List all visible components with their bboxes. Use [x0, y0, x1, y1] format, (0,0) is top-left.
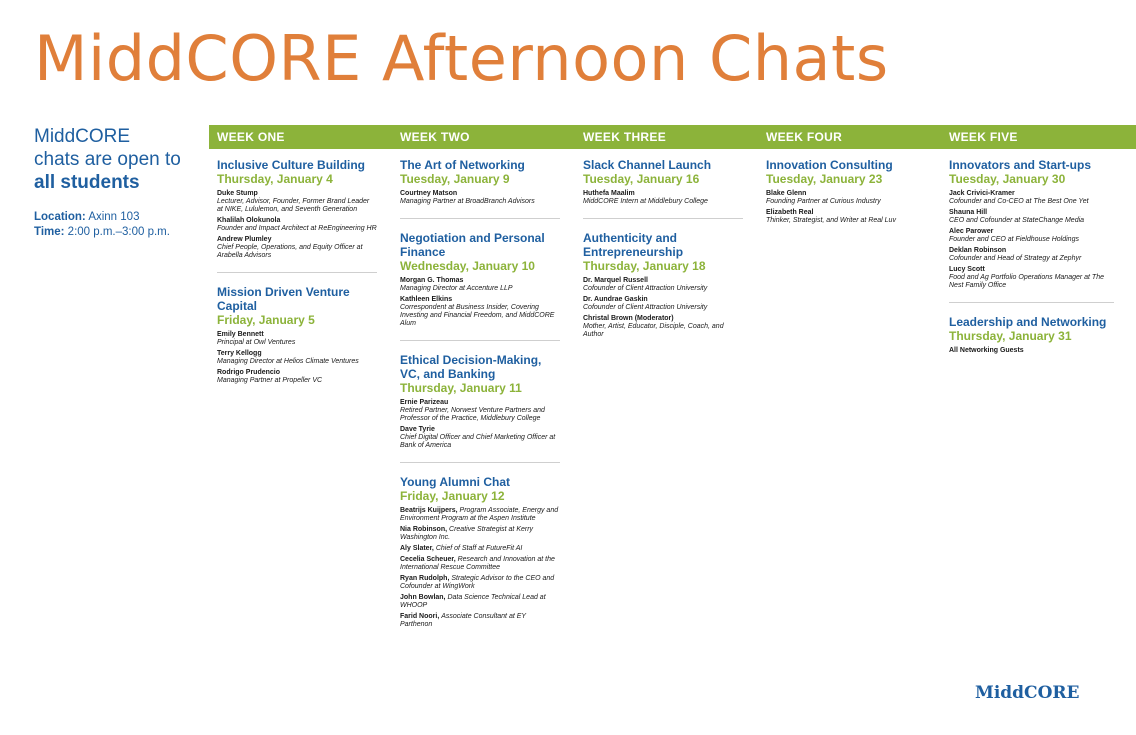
speaker	[217, 350, 377, 366]
session-title: Negotiation and Personal Finance	[400, 231, 545, 259]
speaker	[400, 575, 560, 591]
speaker-name: Dave Tyrie	[400, 426, 435, 433]
speaker	[400, 507, 560, 523]
speaker-role: Managing Director at Helios Climate Ventures	[217, 358, 359, 365]
session-block	[400, 231, 560, 328]
speaker-role: Chief of Staff at FutureFit AI	[435, 545, 523, 552]
speaker	[583, 296, 743, 312]
speaker-role: CEO and Cofounder at StateChange Media	[949, 217, 1085, 224]
session-title: Inclusive Culture Building	[217, 158, 366, 172]
location-row	[34, 210, 204, 225]
session-date: Tuesday, January 16	[583, 172, 700, 186]
speaker	[400, 556, 560, 572]
session-divider	[400, 462, 560, 463]
middcore-logo: MiddCORE	[975, 683, 1080, 703]
week-column-3	[583, 158, 743, 349]
speaker	[949, 209, 1114, 225]
speaker	[400, 190, 560, 206]
speaker-role: Cofounder of Client Attraction University	[583, 285, 708, 292]
session-title: Slack Channel Launch	[583, 158, 712, 172]
speaker-name: Kathleen Elkins	[400, 296, 453, 303]
session-block	[583, 158, 743, 206]
week-label-4: WEEK FOUR	[766, 130, 843, 144]
speaker	[217, 369, 377, 385]
speaker-role: Data Science Technical Lead at WHOOP	[400, 594, 546, 609]
session-block	[766, 158, 926, 225]
session-date: Thursday, January 31	[949, 329, 1072, 343]
speaker-name: Aly Slater,	[400, 545, 434, 552]
speaker-role: Cofounder of Client Attraction University	[583, 304, 708, 311]
session-title: Young Alumni Chat	[400, 475, 510, 489]
session-title: Innovation Consulting	[766, 158, 893, 172]
speaker-role: Mother, Artist, Educator, Disciple, Coach, and Author	[583, 323, 724, 338]
speaker-name: Emily Bennett	[217, 331, 264, 338]
week-label-2: WEEK TWO	[400, 130, 470, 144]
speaker	[766, 209, 926, 225]
speaker-name: Jack Crivici-Kramer	[949, 190, 1015, 197]
speaker-role: Managing Director at Accenture LLP	[400, 285, 513, 292]
session-date: Tuesday, January 9	[400, 172, 510, 186]
speaker	[583, 190, 743, 206]
speaker	[400, 545, 560, 553]
speaker-role: Chief Digital Officer and Chief Marketing Officer at Bank of America	[400, 434, 556, 449]
week-label-1: WEEK ONE	[217, 130, 285, 144]
speaker-name: Lucy Scott	[949, 266, 985, 273]
speaker-role: Chief People, Operations, and Equity Officer at Arabella Advisors	[217, 244, 363, 259]
session-divider	[400, 340, 560, 341]
speaker-name: John Bowlan,	[400, 594, 446, 601]
speaker-role: Creative Strategist at Kerry Washington Inc.	[400, 526, 534, 541]
week-column-4	[766, 158, 926, 235]
speaker	[400, 296, 560, 328]
speaker-role: Associate Consultant at EY Parthenon	[400, 613, 526, 628]
speaker	[583, 315, 743, 339]
speaker	[217, 331, 377, 347]
session-block	[949, 158, 1114, 290]
speaker-name: Beatrijs Kuijpers,	[400, 507, 458, 514]
session-title: Leadership and Networking	[949, 315, 1107, 329]
session-date: Tuesday, January 23	[766, 172, 883, 186]
speaker-role: Founder and CEO at Fieldhouse Holdings	[949, 236, 1079, 243]
time-value: 2:00 p.m.–3:00 p.m.	[67, 226, 170, 238]
week-header-bar	[209, 125, 1136, 149]
week-label-5: WEEK FIVE	[949, 130, 1018, 144]
speaker-name: Courtney Matson	[400, 190, 458, 197]
week-label-3: WEEK THREE	[583, 130, 667, 144]
speaker-role: Founder and Impact Architect at ReEngineering HR	[217, 225, 377, 232]
speaker-name: Ryan Rudolph,	[400, 575, 450, 582]
speaker-role: Lecturer, Advisor, Founder, Former Brand Leader at NIKE, Lululemon, and Seventh Generation	[217, 198, 370, 213]
speaker-name: Andrew Plumley	[217, 236, 272, 243]
session-title: The Art of Networking	[400, 158, 525, 172]
session-date: Tuesday, January 30	[949, 172, 1066, 186]
session-divider	[583, 218, 743, 219]
session-title: Mission Driven Venture Capital	[217, 285, 350, 313]
session-block	[949, 315, 1114, 355]
week-column-1	[217, 158, 377, 395]
session-block	[217, 285, 377, 385]
location-label: Location:	[34, 211, 86, 223]
event-info	[34, 210, 204, 240]
intro-line-3: all students	[34, 172, 140, 193]
session-block	[583, 231, 743, 339]
speaker-role: Program Associate, Energy and Environment Program at the Aspen Institute	[400, 507, 559, 522]
speaker	[949, 247, 1114, 263]
session-divider	[217, 272, 377, 273]
session-block	[400, 353, 560, 450]
speaker-name: Dr. Aundrae Gaskin	[583, 296, 648, 303]
speaker-role: Thinker, Strategist, and Writer at Real Luv	[766, 217, 896, 224]
speaker-name: Elizabeth Real	[766, 209, 814, 216]
speaker	[400, 594, 560, 610]
speaker-role: Cofounder and Co-CEO at The Best One Yet	[949, 198, 1089, 205]
speaker-name: Blake Glenn	[766, 190, 807, 197]
speaker-name: Huthefa Maalim	[583, 190, 635, 197]
speaker-name: Ernie Parizeau	[400, 399, 449, 406]
speaker-name: Duke Stump	[217, 190, 258, 197]
session-title: Ethical Decision-Making, VC, and Banking	[400, 353, 542, 381]
speaker-name: All Networking Guests	[949, 347, 1024, 354]
session-block	[400, 158, 560, 206]
speaker-name: Khalilah Olokunola	[217, 217, 281, 224]
speaker-name: Dr. Marquel Russell	[583, 277, 648, 284]
session-date: Wednesday, January 10	[400, 259, 535, 273]
speaker-role: Food and Ag Portfolio Operations Manager at The Nest Family Office	[949, 274, 1104, 289]
intro-line-1: MiddCORE	[34, 126, 131, 147]
speaker-role: Founding Partner at Curious Industry	[766, 198, 881, 205]
speaker	[217, 236, 377, 260]
location-value: Axinn 103	[88, 211, 140, 223]
speaker	[583, 277, 743, 293]
page-title: MiddCORE Afternoon Chats	[34, 22, 889, 95]
speaker	[400, 399, 560, 423]
session-block	[400, 475, 560, 629]
speaker	[949, 266, 1114, 290]
speaker	[400, 277, 560, 293]
speaker	[400, 613, 560, 629]
session-title: Authenticity and Entrepreneurship	[583, 231, 684, 259]
speaker	[949, 228, 1114, 244]
speaker-name: Farid Noori,	[400, 613, 440, 620]
session-block	[217, 158, 377, 260]
time-label: Time:	[34, 226, 65, 238]
session-date: Friday, January 5	[217, 313, 315, 327]
speaker-role: MiddCORE Intern at Middlebury College	[583, 198, 708, 205]
speaker-name: Cecelia Scheuer,	[400, 556, 456, 563]
session-date: Thursday, January 11	[400, 381, 522, 395]
speaker	[949, 347, 1114, 355]
speaker-name: Morgan G. Thomas	[400, 277, 464, 284]
speaker	[949, 190, 1114, 206]
session-date: Thursday, January 4	[217, 172, 333, 186]
speaker-role: Cofounder and Head of Strategy at Zephyr	[949, 255, 1082, 262]
session-title: Innovators and Start-ups	[949, 158, 1092, 172]
speaker-role: Managing Partner at Propeller VC	[217, 377, 323, 384]
speaker	[766, 190, 926, 206]
speaker-role: Principal at Owl Ventures	[217, 339, 296, 346]
speaker-role: Managing Partner at BroadBranch Advisors	[400, 198, 535, 205]
speaker-name: Shauna Hill	[949, 209, 988, 216]
speaker	[400, 526, 560, 542]
session-divider	[400, 218, 560, 219]
speaker	[217, 217, 377, 233]
speaker	[400, 426, 560, 450]
intro-panel	[34, 125, 204, 240]
intro-line-2: chats are open to	[34, 149, 181, 170]
speaker-name: Nia Robinson,	[400, 526, 448, 533]
session-divider	[949, 302, 1114, 303]
speaker-name: Deklan Robinson	[949, 247, 1007, 254]
speaker	[217, 190, 377, 214]
speaker-role: Strategic Advisor to the CEO and Cofounder at WingWork	[400, 575, 555, 590]
speaker-name: Christal Brown (Moderator)	[583, 315, 674, 322]
speaker-role: Retired Partner, Norwest Venture Partners and Professor of the Practice, Middlebury College	[400, 407, 545, 422]
session-date: Thursday, January 18	[583, 259, 706, 273]
speaker-name: Alec Parower	[949, 228, 994, 235]
speaker-role: Research and Innovation at the International Rescue Committee	[400, 556, 555, 571]
time-row	[34, 225, 204, 240]
speaker-name: Terry Kellogg	[217, 350, 262, 357]
session-date: Friday, January 12	[400, 489, 505, 503]
week-column-5	[949, 158, 1114, 365]
speaker-name: Rodrigo Prudencio	[217, 369, 280, 376]
speaker-role: Correspondent at Business Insider, Covering Investing and Financial Freedom, and MiddCORE Alum	[400, 304, 555, 327]
week-column-2	[400, 158, 560, 639]
